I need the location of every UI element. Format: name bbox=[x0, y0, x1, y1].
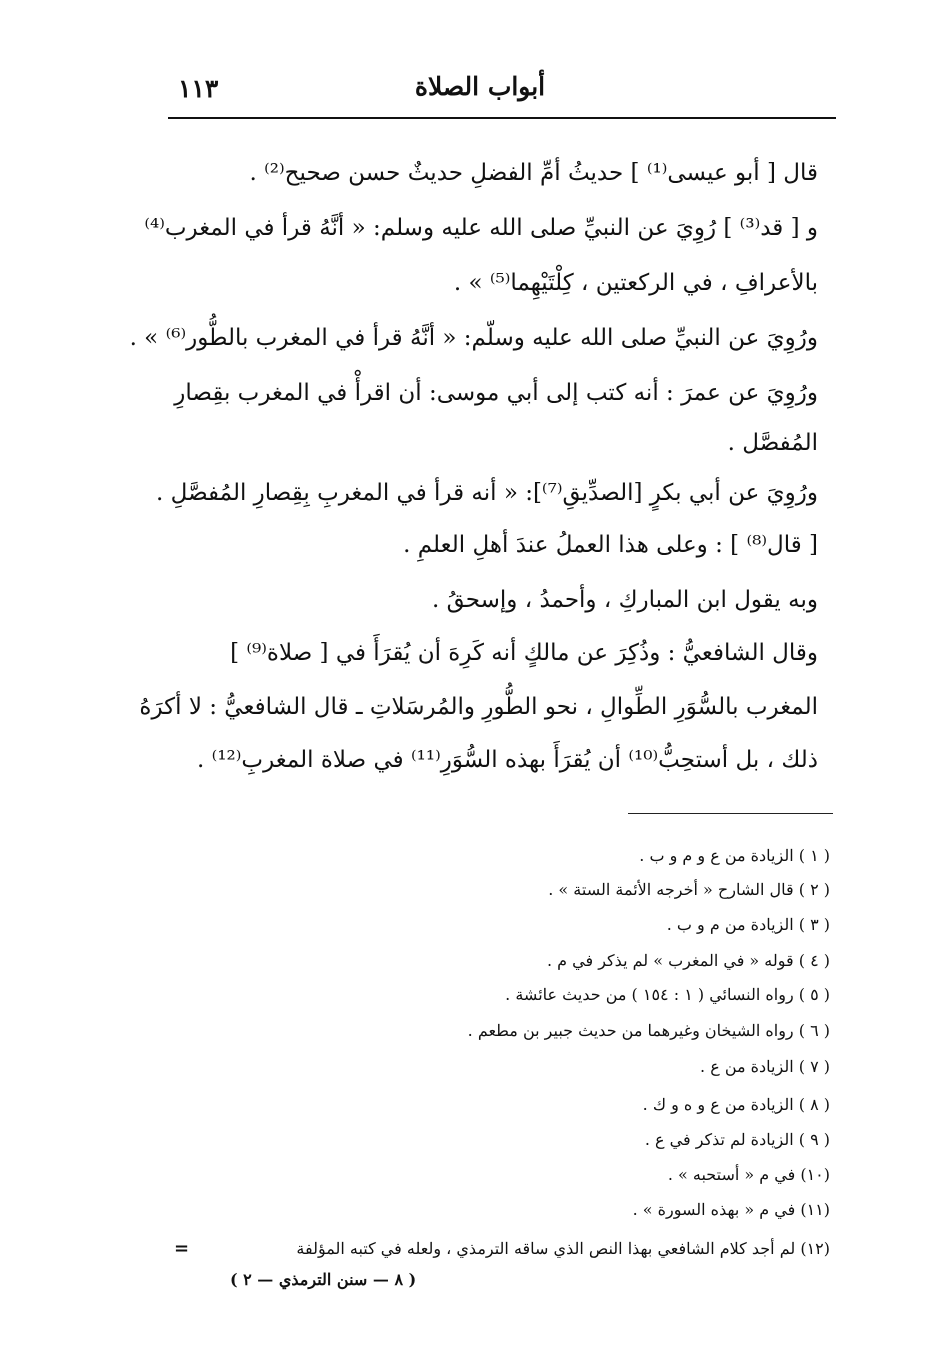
body-line-10: وقال الشافعيُّ : وذُكِرَ عن مالكٍ أنه كَرِهَ أن يُقرَأَ في [ صلاة⁽⁹⁾ ] bbox=[230, 640, 818, 666]
footnote-2: ( ٢ ) قال الشارح « أخرجه الأئمة الستة » . bbox=[548, 880, 830, 899]
body-line-7: ورُوِيَ عن أبي بكرٍ [الصدِّيقِ⁽⁷⁾]: « أنه قرأ في المغربِ بِقِصارِ المُفصَّلِ . bbox=[156, 480, 818, 506]
body-line-6: المُفصَّل . bbox=[727, 430, 818, 456]
footnote-8: ( ٨ ) الزيادة من ع و ه و ك . bbox=[642, 1095, 830, 1114]
footnote-4: ( ٤ ) قوله « في المغرب » لم يذكر في م . bbox=[546, 951, 830, 970]
header-rule bbox=[168, 117, 836, 119]
body-line-5: ورُوِيَ عن عمرَ : أنه كتب إلى أبي موسى: أن اقرأْ في المغرب بقِصارِ bbox=[174, 380, 818, 406]
footnote-10: (١٠) في م « أستحبه » . bbox=[667, 1165, 830, 1184]
footnote-5: ( ٥ ) رواه النسائي ( ١ : ١٥٤ ) من حديث عائشة . bbox=[505, 985, 830, 1004]
body-line-2: و [ قد⁽³⁾ ] رُوِيَ عن النبيِّ صلى الله عليه وسلم: « أنَّهُ قرأ في المغرب⁽⁴⁾ bbox=[144, 215, 818, 241]
footnote-12: (١٢) لم أجد كلام الشافعي بهذا النص الذي ساقه الترمذي ، ولعله في كتبه المؤلفة bbox=[296, 1239, 830, 1258]
footnote-9: ( ٩ ) الزيادة لم تذكر في ع . bbox=[644, 1130, 830, 1149]
body-line-11: المغرب بالسُّوَرِ الطِّوالِ ، نحو الطُّورِ والمُرسَلاتِ ـ قال الشافعيُّ : لا أكرَهُ bbox=[139, 694, 818, 720]
footnote-separator bbox=[628, 813, 833, 814]
body-line-8: [ قال⁽⁸⁾ ] : وعلى هذا العملُ عندَ أهلِ العلمِ . bbox=[403, 532, 818, 558]
footnote-12-row bbox=[174, 1239, 830, 1259]
footnote-7: ( ٧ ) الزيادة من ع . bbox=[700, 1057, 830, 1076]
footnote-3: ( ٣ ) الزيادة من م و ب . bbox=[666, 915, 830, 934]
body-line-3: بالأعرافِ ، في الركعتين ، كِلْتَيْهِما⁽⁵⁾ » . bbox=[453, 270, 818, 296]
continuation-mark: = bbox=[174, 1238, 190, 1259]
footnote-6: ( ٦ ) رواه الشيخان وغيرهما من حديث جبير بن مطعم . bbox=[467, 1021, 830, 1040]
printer-signature: ( ٨ — سنن الترمذي — ٢ ) bbox=[230, 1270, 417, 1289]
body-line-4: ورُوِيَ عن النبيِّ صلى الله عليه وسلّم: « أنَّهُ قرأ في المغرب بالطُّور⁽⁶⁾ » . bbox=[129, 325, 818, 351]
page-number: ١١٣ bbox=[178, 74, 219, 103]
body-line-9: وبه يقول ابن المباركِ ، وأحمدُ ، وإسحقُ . bbox=[431, 587, 818, 613]
body-line-1: قال [ أبو عيسى⁽¹⁾ ] حديثُ أمِّ الفضلِ حديثٌ حسن صحيح⁽²⁾ . bbox=[249, 160, 818, 186]
body-line-12: ذلك ، بل أستحِبُّ⁽¹⁰⁾ أن يُقرَأَ بهذه السُّوَرِ⁽¹¹⁾ في صلاة المغربِ⁽¹²⁾ . bbox=[197, 747, 818, 773]
footnote-1: ( ١ ) الزيادة من ع و م و ب . bbox=[639, 846, 830, 865]
running-header-title: أبواب الصلاة bbox=[414, 72, 546, 101]
footnote-11: (١١) في م « بهذه السورة » . bbox=[632, 1200, 830, 1219]
